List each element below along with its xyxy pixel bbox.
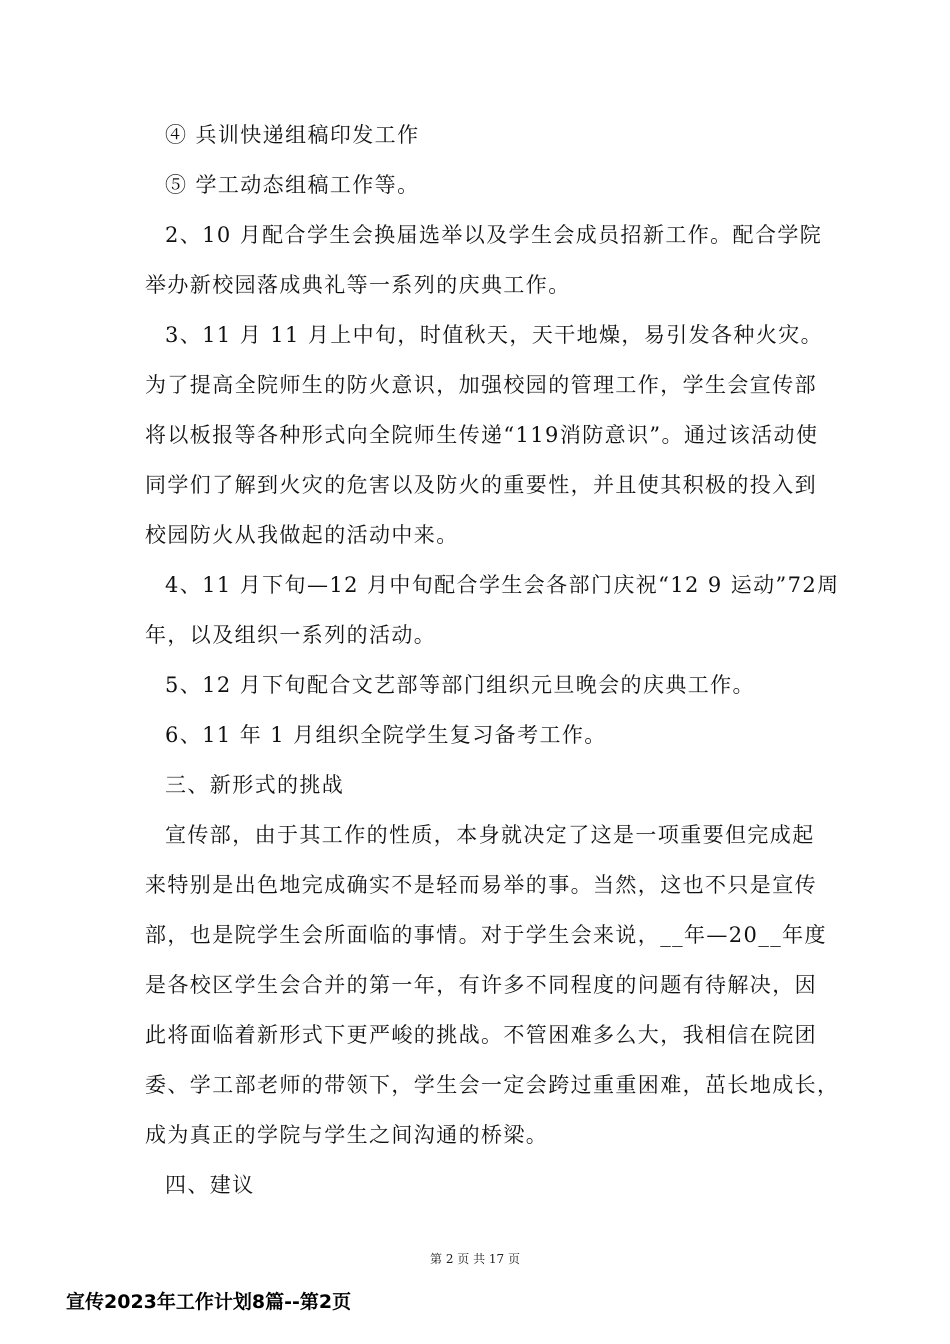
text-line: 校园防火从我做起的活动中来。	[145, 523, 459, 547]
page-number-footer: 第 2 页 共 17 页	[430, 1252, 520, 1266]
text-line: 为了提高全院师生的防火意识，加强校园的管理工作，学生会宣传部	[145, 373, 817, 397]
text-line: 4、11 月下旬—12 月中旬配合学生会各部门庆祝“12 9 运动”72周	[165, 573, 840, 597]
text-line: 部，也是院学生会所面临的事情。对于学生会来说，__年—20__年度	[145, 923, 827, 947]
text-line: 2、10 月配合学生会换届选举以及学生会成员招新工作。配合学院	[165, 223, 823, 247]
text-line: 成为真正的学院与学生之间沟通的桥梁。	[145, 1123, 549, 1147]
document-title-caption: 宣传2023年工作计划8篇--第2页	[66, 1291, 352, 1313]
text-line: 年，以及组织一系列的活动。	[145, 623, 437, 647]
text-line: 来特别是出色地完成确实不是轻而易举的事。当然，这也不只是宣传	[145, 873, 817, 897]
text-line: 6、11 年 1 月组织全院学生复习备考工作。	[165, 723, 607, 747]
text-line: 委、学工部老师的带领下，学生会一定会跨过重重困难，茁长地成长，	[145, 1073, 840, 1097]
text-line: 宣传部，由于其工作的性质，本身就决定了这是一项重要但完成起	[165, 823, 815, 847]
text-line: 将以板报等各种形式向全院师生传递“119消防意识”。通过该活动使	[145, 423, 819, 447]
text-line: ④ 兵训快递组稿印发工作	[165, 123, 420, 147]
text-line: ⑤ 学工动态组稿工作等。	[165, 173, 420, 197]
text-line: 是各校区学生会合并的第一年，有许多不同程度的问题有待解决，因	[145, 973, 817, 997]
section-heading: 三、新形式的挑战	[165, 773, 345, 797]
text-line: 此将面临着新形式下更严峻的挑战。不管困难多么大，我相信在院团	[145, 1023, 817, 1047]
text-line: 举办新校园落成典礼等一系列的庆典工作。	[145, 273, 571, 297]
text-line: 同学们了解到火灾的危害以及防火的重要性，并且使其积极的投入到	[145, 473, 817, 497]
text-line: 3、11 月 11 月上中旬，时值秋天，天干地燥，易引发各种火灾。	[165, 323, 824, 347]
section-heading: 四、建议	[165, 1173, 255, 1197]
text-line: 5、12 月下旬配合文艺部等部门组织元旦晚会的庆典工作。	[165, 673, 755, 697]
